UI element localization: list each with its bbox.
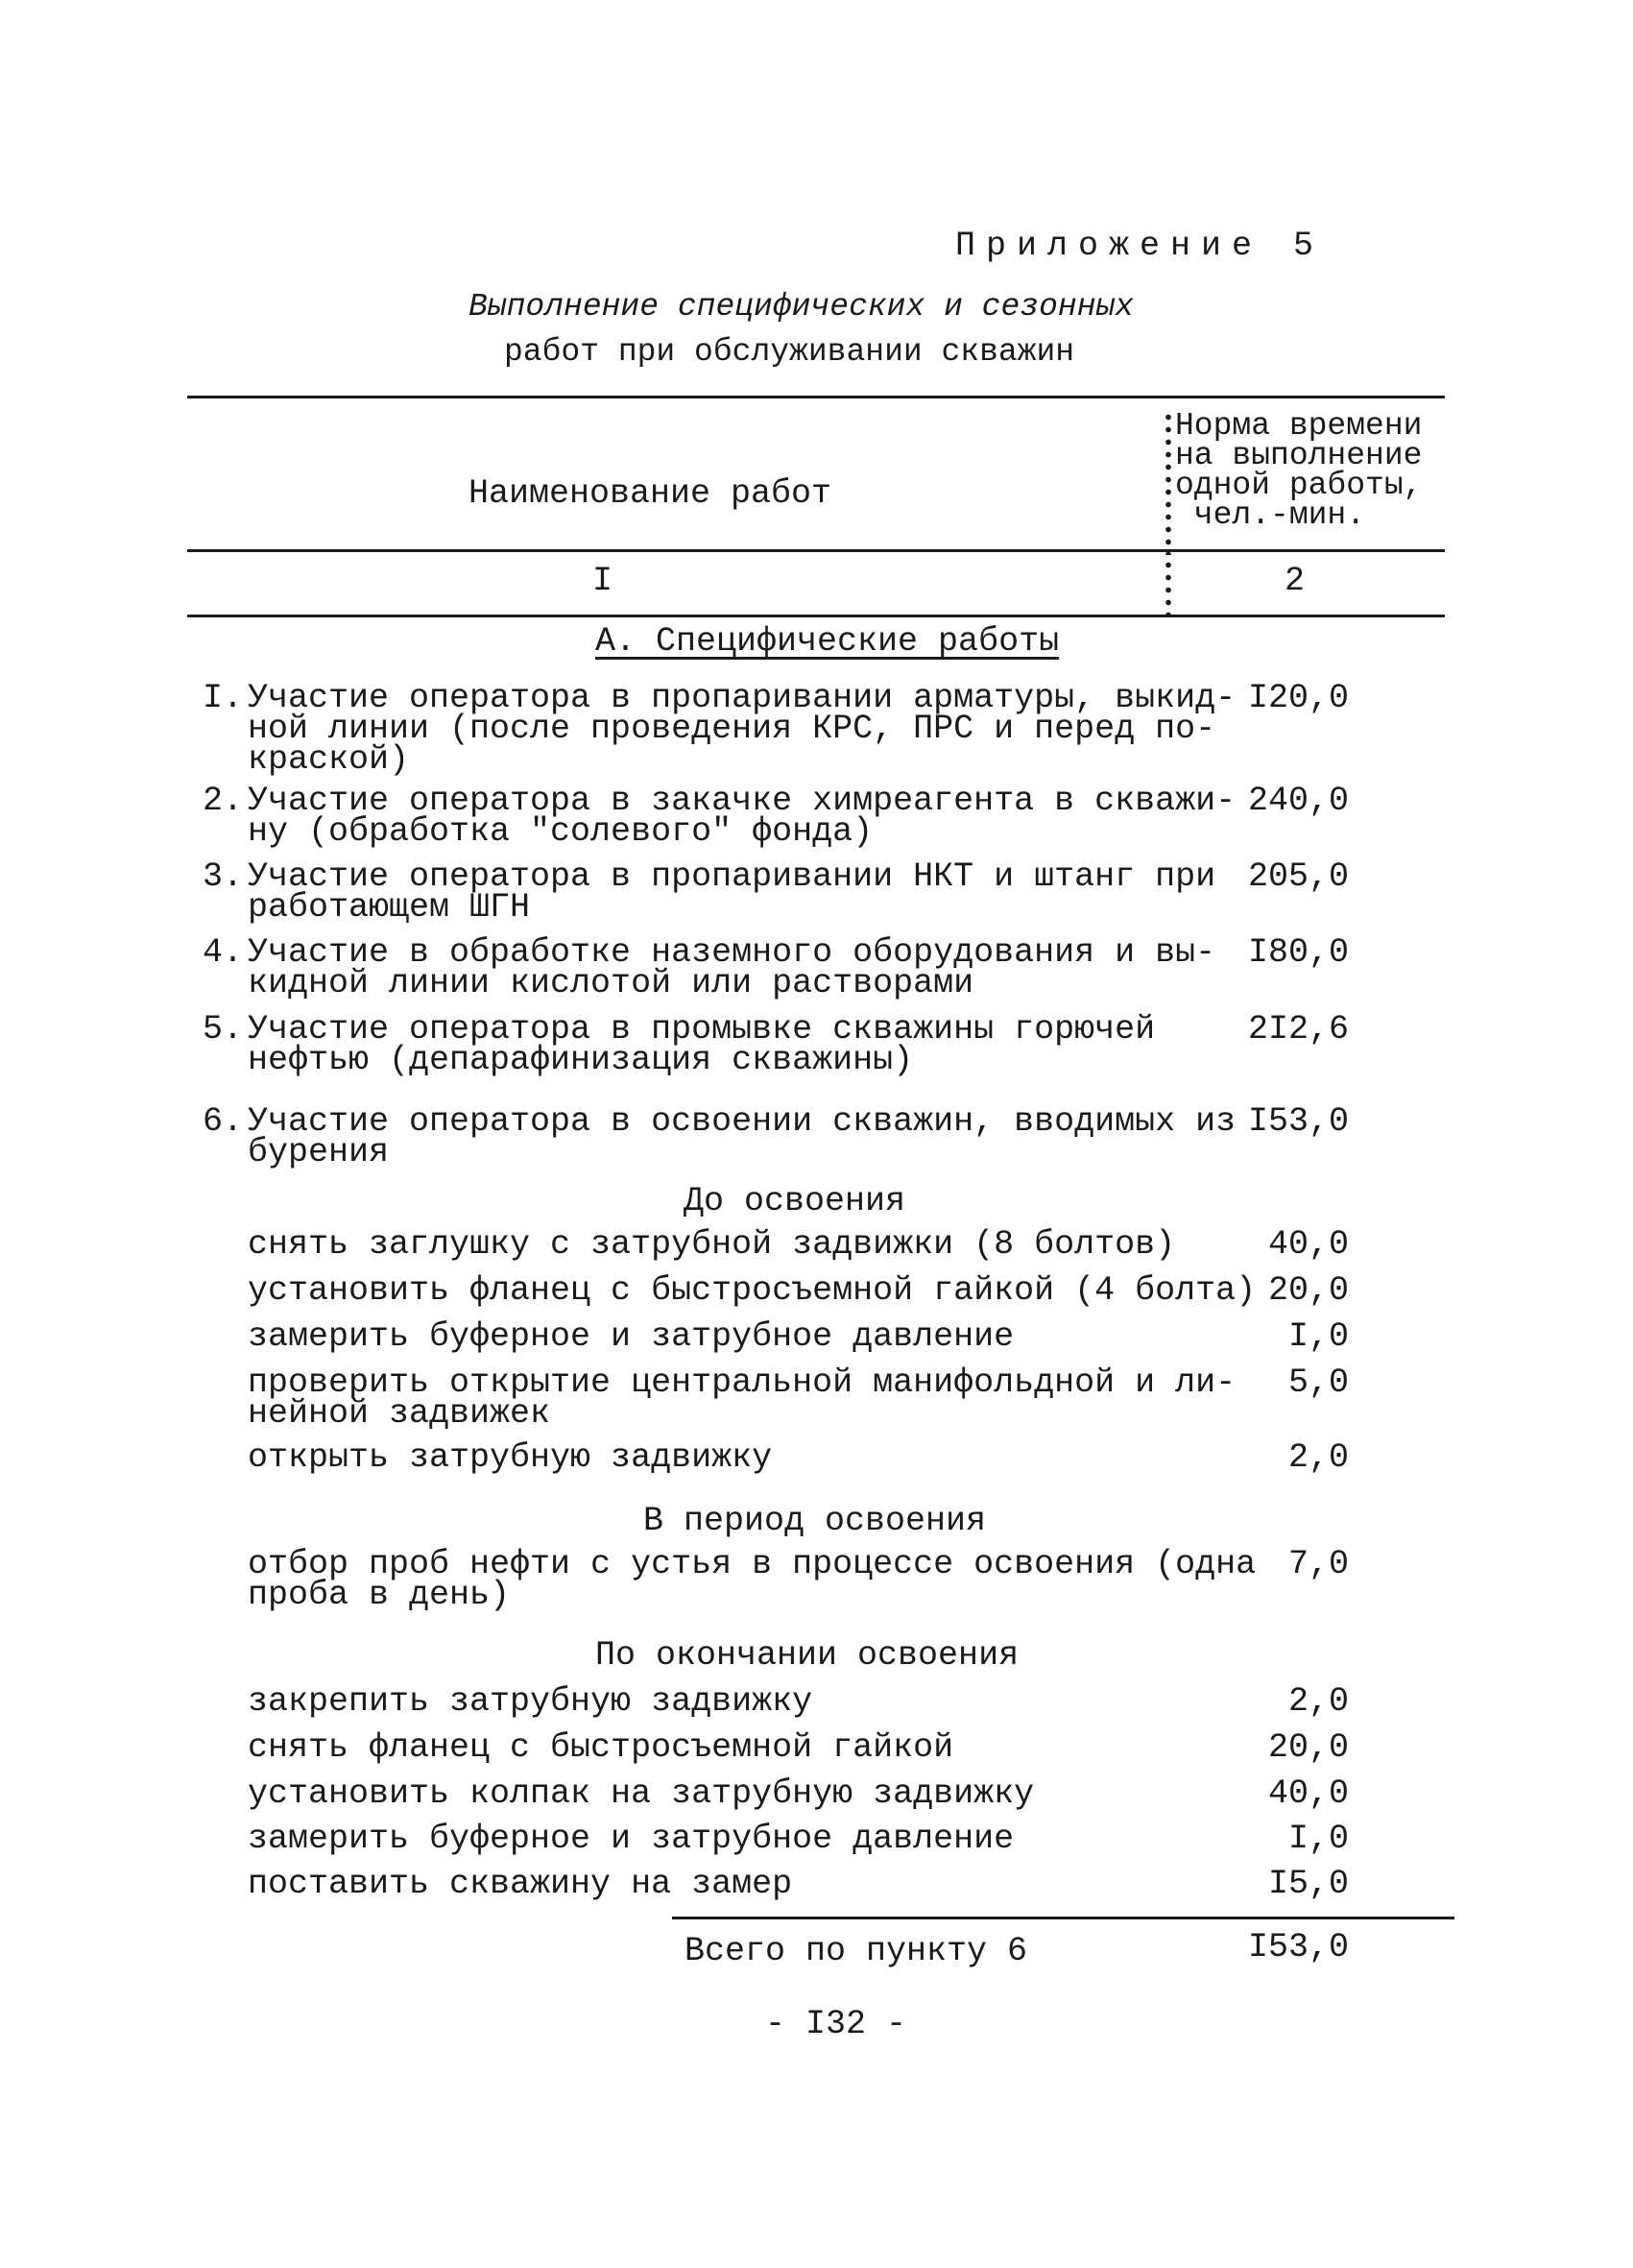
- step-value: 40,0: [1267, 1225, 1349, 1264]
- total-label: Всего по пункту 6: [684, 1932, 1028, 1970]
- step-text: открыть затрубную задвижку: [248, 1438, 773, 1477]
- item-text-line: Участие оператора в промывке скважины горючей: [248, 1010, 1156, 1049]
- item-text-line: Участие оператора в закачке химреагента в скважи-: [248, 782, 1237, 820]
- step-value: I,0: [1287, 1317, 1349, 1356]
- step-text-line: отбор проб нефти с устья в процессе освоения (одна: [248, 1545, 1257, 1583]
- step-value: I5,0: [1267, 1865, 1349, 1903]
- subsection-title-before: До освоения: [684, 1182, 906, 1220]
- column-header-norm-line: на выполнение: [1175, 438, 1423, 473]
- step-value: 20,0: [1267, 1728, 1349, 1767]
- item-text-line: бурения: [248, 1133, 390, 1171]
- column-header-name: Наименование работ: [468, 474, 832, 513]
- item-value: 205,0: [1247, 857, 1349, 896]
- item-text-line: ной линии (после проведения КРС, ПРС и перед по-: [248, 710, 1216, 748]
- step-text-line: нейной задвижек: [248, 1394, 551, 1433]
- column-header-norm-line: Норма времени: [1175, 408, 1423, 444]
- document-title-line-2: работ при обслуживании скважин: [504, 334, 1075, 370]
- item-text-line: Участие оператора в освоении скважин, вводимых из: [248, 1102, 1237, 1141]
- item-number: I.: [202, 679, 243, 717]
- step-text: замерить буферное и затрубное давление: [248, 1820, 1015, 1858]
- column-number-1: I: [592, 562, 613, 600]
- column-separator-dots-2: [1165, 559, 1172, 615]
- item-text: [248, 679, 1237, 779]
- step-text: закрепить затрубную задвижку: [248, 1682, 813, 1721]
- subsection-title-during: В период освоения: [643, 1502, 987, 1540]
- item-value: I80,0: [1247, 933, 1349, 972]
- step-text: установить колпак на затрубную задвижку: [248, 1774, 1035, 1813]
- table-colnum-rule: [187, 615, 1445, 617]
- item-text: [248, 1102, 1237, 1171]
- item-value: 240,0: [1247, 782, 1349, 820]
- subsection-title-after: По окончании освоения: [595, 1636, 1020, 1675]
- step-text: установить фланец с быстросъемной гайкой (4 болта): [248, 1271, 1257, 1310]
- item-text-line: работающем ШГН: [248, 888, 531, 927]
- step-text: замерить буферное и затрубное давление: [248, 1317, 1015, 1356]
- total-value: I53,0: [1247, 1928, 1349, 1966]
- section-title: А. Специфические работы: [595, 622, 1060, 661]
- column-header-norm: [1175, 408, 1423, 533]
- step-text: снять фланец с быстросъемной гайкой: [248, 1728, 954, 1767]
- item-number: 4.: [202, 933, 243, 972]
- item-text-line: Участие оператора в пропаривании НКТ и штанг при: [248, 857, 1216, 896]
- table-header-rule: [187, 549, 1445, 552]
- total-rule: [672, 1917, 1454, 1919]
- item-text-line: Участие оператора в пропаривании арматуры, выкид-: [248, 679, 1237, 717]
- item-text: [248, 857, 1216, 927]
- step-text-line: проба в день): [248, 1576, 511, 1614]
- step-text: поставить скважину на замер: [248, 1865, 793, 1903]
- step-text: [248, 1545, 1257, 1614]
- column-header-norm-line: одной работы,: [1175, 468, 1423, 503]
- step-text-line: проверить открытие центральной манифольдной и ли-: [248, 1363, 1237, 1402]
- item-text-line: ну (обработка "солевого" фонда): [248, 812, 874, 851]
- appendix-label: Приложение 5: [955, 227, 1325, 265]
- step-value: I,0: [1287, 1820, 1349, 1858]
- page-number: - I32 -: [765, 2005, 907, 2043]
- item-text: [248, 1010, 1169, 1079]
- item-text-line: нефтью (депарафинизация скважины): [248, 1041, 914, 1079]
- item-text: [248, 782, 1237, 851]
- item-value: I53,0: [1247, 1102, 1349, 1141]
- item-text-line: кидной линии кислотой или растворами: [248, 964, 974, 1002]
- item-number: 2.: [202, 782, 243, 820]
- column-separator-dots: [1165, 411, 1172, 555]
- item-text-line: Участие в обработке наземного оборудования и вы-: [248, 933, 1216, 972]
- column-number-2: 2: [1285, 562, 1306, 600]
- step-text: [248, 1363, 1237, 1433]
- step-text: снять заглушку с затрубной задвижки (8 болтов): [248, 1225, 1176, 1264]
- item-number: 6.: [202, 1102, 243, 1141]
- step-value: 20,0: [1267, 1271, 1349, 1310]
- item-text-line: краской): [248, 740, 410, 779]
- document-title-line-1: Выполнение специфических и сезонных: [468, 289, 1135, 325]
- step-value: 2,0: [1287, 1682, 1349, 1721]
- item-value: 2I2,6: [1247, 1010, 1349, 1049]
- item-value: I20,0: [1247, 679, 1349, 717]
- item-number: 5.: [202, 1010, 243, 1049]
- step-value: 40,0: [1267, 1774, 1349, 1813]
- column-header-norm-line: чел.-мин.: [1175, 497, 1366, 533]
- item-text: [248, 933, 1216, 1002]
- step-value: 5,0: [1287, 1363, 1349, 1402]
- item-number: 3.: [202, 857, 243, 896]
- table-top-rule: [187, 396, 1445, 398]
- step-value: 7,0: [1287, 1545, 1349, 1583]
- step-value: 2,0: [1287, 1438, 1349, 1477]
